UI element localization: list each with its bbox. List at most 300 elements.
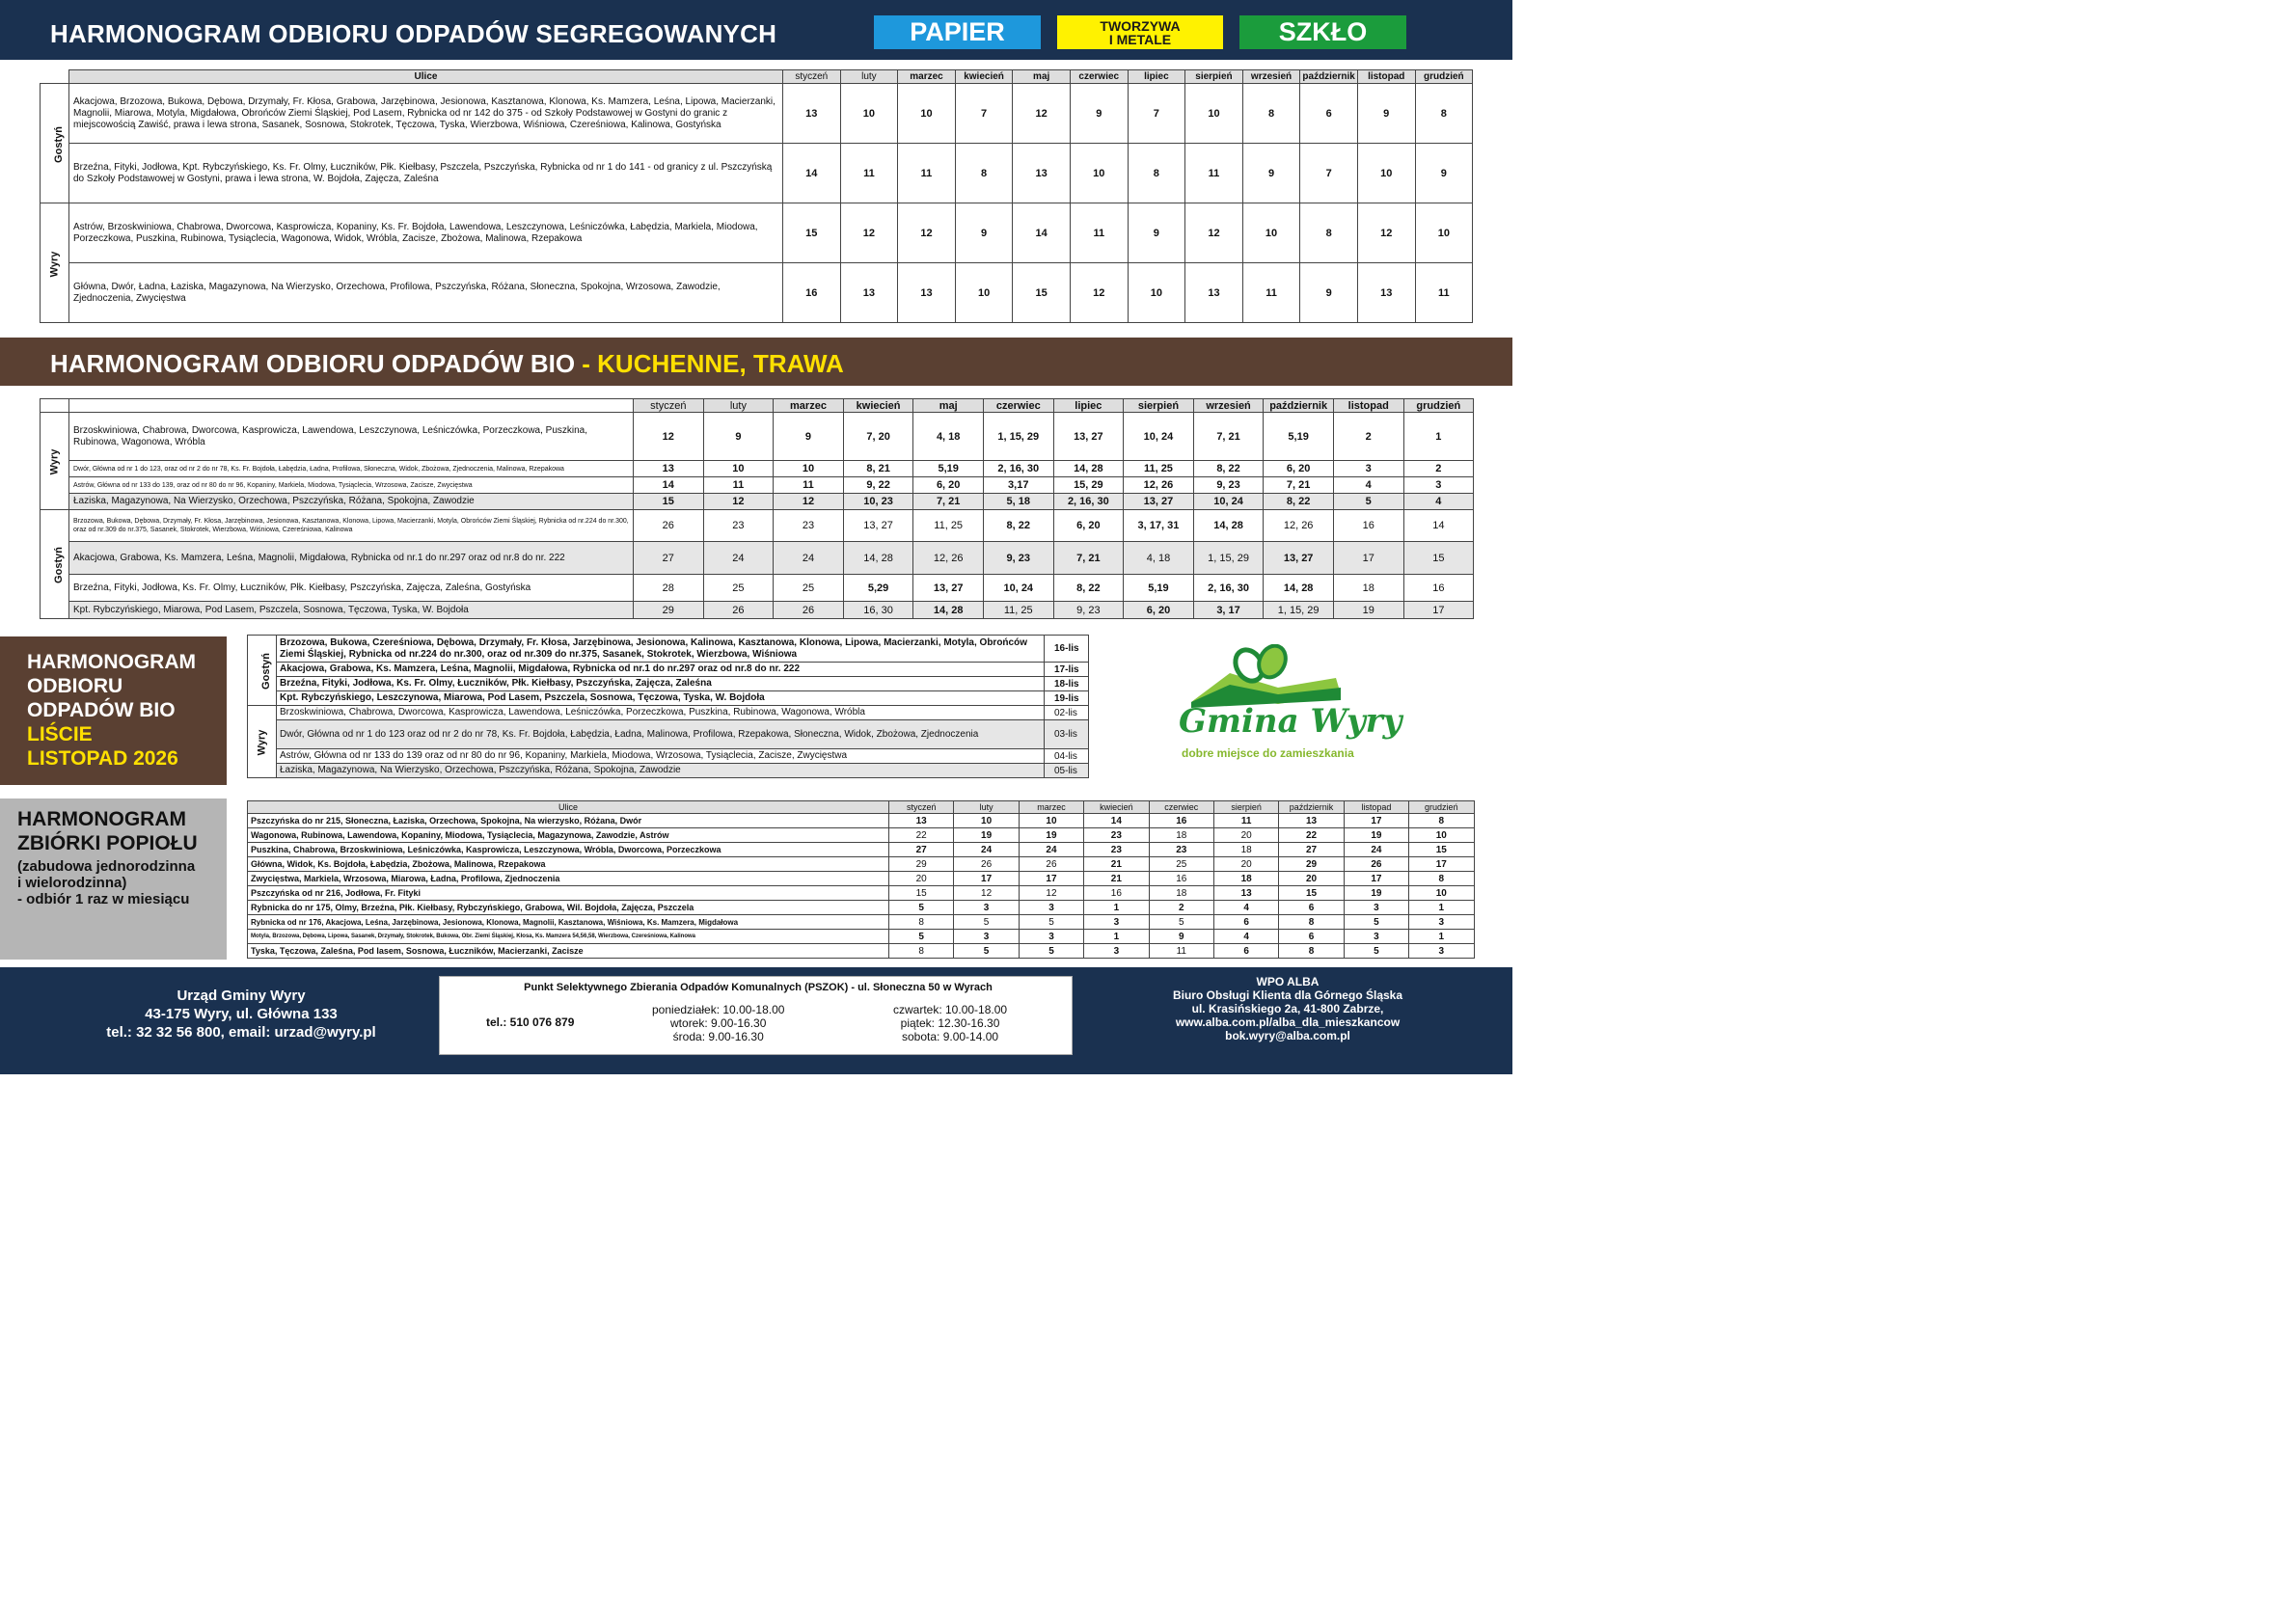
date-cell: 26: [954, 857, 1019, 872]
date-cell: 5: [1344, 915, 1408, 930]
month-header: grudzień: [1409, 801, 1474, 814]
date-cell: 9: [1149, 930, 1213, 944]
date-cell: 20: [1213, 828, 1278, 843]
month-header: październik: [1264, 399, 1334, 413]
date-cell: 19: [1019, 828, 1083, 843]
alba-contact: [1100, 975, 1476, 1042]
month-header: luty: [840, 70, 898, 84]
streets-cell: Akacjowa, Grabowa, Ks. Mamzera, Leśna, Magnolii, Migdałowa, Rybnicka od nr.1 do nr.297 oraz od nr.8 do nr. 222: [69, 542, 634, 575]
date-cell: 3: [1084, 915, 1149, 930]
date-cell: 6: [1279, 901, 1344, 915]
date-cell: 22: [889, 828, 954, 843]
header-corner: [41, 70, 69, 84]
category-papier: PAPIER: [874, 15, 1041, 49]
leaves-schedule-table: [247, 635, 1089, 778]
ash-box-subtitle: i wielorodzinna): [17, 875, 127, 891]
month-header: styczeń: [889, 801, 954, 814]
date-cell: 12: [1013, 84, 1071, 144]
date-cell: 4: [1403, 494, 1474, 510]
date-cell: 6, 20: [1124, 602, 1194, 619]
date-cell: 11: [898, 144, 956, 203]
date-cell: 14, 28: [1053, 461, 1124, 477]
date-cell: 11: [1149, 944, 1213, 959]
date-cell: 17: [1344, 872, 1408, 886]
date-cell: 8: [1279, 944, 1344, 959]
date-cell: 5: [889, 901, 954, 915]
date-cell: 16: [1403, 575, 1474, 602]
month-header: lipiec: [1128, 70, 1185, 84]
month-header: luty: [703, 399, 774, 413]
district-label-cell: [248, 706, 277, 778]
date-cell: 8, 22: [1053, 575, 1124, 602]
date-cell: 24: [1019, 843, 1083, 857]
date-cell: 7: [955, 84, 1013, 144]
table-row: [41, 203, 1473, 263]
segregated-schedule-table: [40, 69, 1473, 323]
date-cell: 10: [840, 84, 898, 144]
date-cell: 7: [1300, 144, 1358, 203]
table-row: [41, 461, 1474, 477]
date-cell: 15: [889, 886, 954, 901]
date-cell: 13: [1213, 886, 1278, 901]
ash-box-subtitle: (zabudowa jednorodzinna: [17, 858, 196, 875]
date-cell: 6: [1279, 930, 1344, 944]
streets-header: Ulice: [248, 801, 889, 814]
date-cell: 16, 30: [843, 602, 913, 619]
date-cell: 10, 24: [1124, 413, 1194, 461]
date-cell: 16-lis: [1045, 636, 1089, 663]
alba-email: bok.wyry@alba.com.pl: [1225, 1029, 1350, 1042]
month-header: styczeń: [634, 399, 704, 413]
date-cell: 10: [1409, 886, 1474, 901]
date-cell: 1: [1084, 930, 1149, 944]
pszok-phone: tel.: 510 076 879: [486, 1015, 575, 1029]
date-cell: 8: [889, 944, 954, 959]
date-cell: 6: [1213, 944, 1278, 959]
date-cell: 4, 18: [913, 413, 984, 461]
hours-monday: poniedziałek: 10.00-18.00: [652, 1003, 785, 1016]
date-cell: 14, 28: [913, 602, 984, 619]
date-cell: 19: [1333, 602, 1403, 619]
date-cell: 8, 22: [1193, 461, 1264, 477]
date-cell: 13: [1279, 814, 1344, 828]
date-cell: 11: [703, 477, 774, 494]
date-cell: 8, 22: [1264, 494, 1334, 510]
month-header: maj: [1013, 70, 1071, 84]
date-cell: 8: [1300, 203, 1358, 263]
date-cell: 25: [703, 575, 774, 602]
month-header: maj: [913, 399, 984, 413]
date-cell: 1, 15, 29: [983, 413, 1053, 461]
table-row: [248, 720, 1089, 749]
date-cell: 13: [783, 84, 841, 144]
date-cell: 17-lis: [1045, 663, 1089, 677]
date-cell: 6, 20: [1264, 461, 1334, 477]
district-label-cell: [248, 636, 277, 706]
date-cell: 10: [1128, 263, 1185, 323]
date-cell: 8, 21: [843, 461, 913, 477]
date-cell: 5,19: [1264, 413, 1334, 461]
pszok-hours-right: [893, 1003, 1007, 1043]
date-cell: 9: [1415, 144, 1473, 203]
district-label: Gostyń: [52, 547, 65, 583]
date-cell: 2, 16, 30: [983, 461, 1053, 477]
date-cell: 24: [954, 843, 1019, 857]
date-cell: 13: [634, 461, 704, 477]
bio-title-main: HARMONOGRAM ODBIORU ODPADÓW BIO: [50, 349, 576, 378]
date-cell: 12: [954, 886, 1019, 901]
streets-cell: Brzeźna, Fityki, Jodłowa, Ks. Fr. Olmy, Łuczników, Płk. Kiełbasy, Pszczyńska, Zajęcza, Zaleśna, Gostyńska: [69, 575, 634, 602]
date-cell: 1, 15, 29: [1193, 542, 1264, 575]
district-label-cell: [41, 84, 69, 203]
office-name: Urząd Gminy Wyry: [177, 988, 306, 1004]
date-cell: 5: [1344, 944, 1408, 959]
date-cell: 22: [1279, 828, 1344, 843]
date-cell: 11: [1415, 263, 1473, 323]
date-cell: 17: [954, 872, 1019, 886]
date-cell: 9: [774, 413, 844, 461]
date-cell: 12: [774, 494, 844, 510]
table-row: [41, 413, 1474, 461]
ash-box-title: ZBIÓRKI POPIOŁU: [17, 832, 198, 854]
streets-cell: Astrów, Główna od nr 133 do 139, oraz od nr 80 do nr 96, Kopaniny, Markiela, Miodowa, Tysiąclecia, Wrzosowa, Zacisze, Zwycięstwa: [69, 477, 634, 494]
date-cell: 19-lis: [1045, 691, 1089, 706]
date-cell: 14: [1403, 510, 1474, 542]
pszok-hours-left: [652, 1003, 784, 1043]
table-row: [41, 575, 1474, 602]
streets-cell: Astrów, Brzoskwiniowa, Chabrowa, Dworcowa, Kasprowicza, Kopaniny, Ks. Fr. Bojdoła, Lawendowa, Leszczynowa, Leśniczówka, Łabędzia, Markiela, Miodowa, Porzeczkowa, Puszkina, Rubinowa, Tysiąclecia, Wagonowa, Widok, Wróbla, Zacisze, Zbożowa, Malinowa, Rzepakowa: [69, 203, 783, 263]
month-header: czerwiec: [1070, 70, 1128, 84]
date-cell: 9: [1357, 84, 1415, 144]
date-cell: 10: [898, 84, 956, 144]
date-cell: 26: [1019, 857, 1083, 872]
date-cell: 8: [955, 144, 1013, 203]
date-cell: 12: [1070, 263, 1128, 323]
streets-cell: Łaziska, Magazynowa, Na Wierzysko, Orzechowa, Pszczyńska, Różana, Spokojna, Zawodzie: [277, 764, 1045, 778]
date-cell: 5,29: [843, 575, 913, 602]
date-cell: 12, 26: [1264, 510, 1334, 542]
page-title: HARMONOGRAM ODBIORU ODPADÓW SEGREGOWANYCH: [50, 19, 777, 48]
date-cell: 5: [1333, 494, 1403, 510]
date-cell: 29: [1279, 857, 1344, 872]
office-phone-email: tel.: 32 32 56 800, email: urzad@wyry.pl: [106, 1024, 376, 1041]
streets-cell: Zwycięstwa, Markiela, Wrzosowa, Miarowa, Ładna, Profilowa, Zjednoczenia: [248, 872, 889, 886]
table-row: [248, 814, 1475, 828]
date-cell: 11: [1070, 203, 1128, 263]
date-cell: 12, 26: [913, 542, 984, 575]
date-cell: 3: [1409, 915, 1474, 930]
month-header: październik: [1279, 801, 1344, 814]
date-cell: 12: [898, 203, 956, 263]
date-cell: 14: [1013, 203, 1071, 263]
date-cell: 19: [1344, 886, 1408, 901]
date-cell: 6, 20: [913, 477, 984, 494]
table-row: [41, 510, 1474, 542]
date-cell: 8: [1409, 814, 1474, 828]
streets-cell: Brzeźna, Fityki, Jodłowa, Kpt. Rybczyńskiego, Ks. Fr. Olmy, Łuczników, Płk. Kiełbasy, Pszczela, Pszczyńska, Rybnicka od nr 1 do 141 - od granicy z ul. Pszczyńską do Szkoły Podstawowej w Gostyni, prawa i lewa strona, W. Bojdoła, Zajęcza, Zaleśna: [69, 144, 783, 203]
date-cell: 19: [1344, 828, 1408, 843]
ash-schedule-table: [247, 800, 1475, 959]
streets-cell: Motyla, Brzozowa, Dębowa, Lipowa, Sasanek, Drzymały, Stokrotek, Bukowa, Obr. Ziemi Śląskiej, Kłosa, Ks. Mamzera 54,56,58, Wierzbowa, Czereśniowa, Kalinowa: [248, 930, 889, 944]
date-cell: 8, 22: [983, 510, 1053, 542]
category-tworzywa-line2: I METALE: [1108, 31, 1172, 47]
date-cell: 13: [1357, 263, 1415, 323]
date-cell: 14, 28: [1193, 510, 1264, 542]
date-cell: 12: [703, 494, 774, 510]
date-cell: 18: [1333, 575, 1403, 602]
date-cell: 12: [1019, 886, 1083, 901]
month-header: grudzień: [1403, 399, 1474, 413]
table-header-row: [248, 801, 1475, 814]
date-cell: 23: [703, 510, 774, 542]
date-cell: 14, 28: [1264, 575, 1334, 602]
table-row: [41, 477, 1474, 494]
category-tworzywa: [1057, 15, 1223, 49]
date-cell: 16: [1149, 814, 1213, 828]
date-cell: 17: [1344, 814, 1408, 828]
month-header: czerwiec: [1149, 801, 1213, 814]
date-cell: 9: [1128, 203, 1185, 263]
streets-cell: Brzeźna, Fityki, Jodłowa, Ks. Fr. Olmy, Łuczników, Płk. Kiełbasy, Pszczyńska, Zajęcza, Zaleśna: [277, 677, 1045, 691]
date-cell: 5: [889, 930, 954, 944]
streets-cell: Brzozowa, Bukowa, Dębowa, Drzymały, Fr. Kłosa, Jarzębinowa, Jesionowa, Kasztanowa, Klonowa, Lipowa, Macierzanki, Motyla, Obrońców Ziemi Śląskiej, Rybnicka od nr.224 do nr.300, oraz od nr.309 do nr.375, Sasanek, Stokrotek, Wierzbowa, Wiśniowa, Czereśniowa, Kalinowa: [69, 510, 634, 542]
hours-tuesday: wtorek: 9.00-16.30: [670, 1016, 767, 1030]
date-cell: 3: [1403, 477, 1474, 494]
date-cell: 3: [1019, 901, 1083, 915]
table-row: [248, 857, 1475, 872]
date-cell: 1: [1403, 413, 1474, 461]
date-cell: 4, 18: [1124, 542, 1194, 575]
date-cell: 3: [1333, 461, 1403, 477]
district-label: Gostyń: [259, 653, 272, 690]
date-cell: 17: [1019, 872, 1083, 886]
date-cell: 3: [954, 930, 1019, 944]
streets-cell: Brzoskwiniowa, Chabrowa, Dworcowa, Kasprowicza, Lawendowa, Leszczynowa, Leśniczówka, Porzeczkowa, Puszkina, Rubinowa, Wagonowa, Wróbla: [69, 413, 634, 461]
streets-cell: Tyska, Tęczowa, Zaleśna, Pod lasem, Sosnowa, Łuczników, Macierzanki, Zacisze: [248, 944, 889, 959]
date-cell: 1: [1409, 930, 1474, 944]
date-cell: 27: [634, 542, 704, 575]
leaves-box-line: LISTOPAD 2026: [27, 747, 178, 770]
leaves-box-line: ODPADÓW BIO: [27, 699, 176, 721]
date-cell: 14: [1084, 814, 1149, 828]
table-header-row: [41, 399, 1474, 413]
leaves-info-box: [0, 636, 227, 785]
date-cell: 10: [1357, 144, 1415, 203]
date-cell: 8: [1128, 144, 1185, 203]
month-header: lipiec: [1053, 399, 1124, 413]
date-cell: 13, 27: [843, 510, 913, 542]
table-row: [41, 542, 1474, 575]
streets-cell: Pszczyńska do nr 215, Słoneczna, Łaziska, Orzechowa, Spokojna, Na wierzysko, Różana, Dwór: [248, 814, 889, 828]
date-cell: 13: [889, 814, 954, 828]
streets-cell: Wagonowa, Rubinowa, Lawendowa, Kopaniny, Miodowa, Tysiąclecia, Magazynowa, Zawodzie, Astrów: [248, 828, 889, 843]
hours-wednesday: środa: 9.00-16.30: [672, 1030, 764, 1043]
date-cell: 16: [783, 263, 841, 323]
hours-thursday: czwartek: 10.00-18.00: [893, 1003, 1008, 1016]
date-cell: 2, 16, 30: [1193, 575, 1264, 602]
date-cell: 15: [634, 494, 704, 510]
date-cell: 16: [1333, 510, 1403, 542]
bio-schedule-table: [40, 398, 1474, 619]
date-cell: 10: [1185, 84, 1243, 144]
district-label-cell: [41, 413, 69, 510]
date-cell: 9: [703, 413, 774, 461]
date-cell: 23: [1149, 843, 1213, 857]
date-cell: 8: [1409, 872, 1474, 886]
date-cell: 3, 17, 31: [1124, 510, 1194, 542]
date-cell: 10, 24: [1193, 494, 1264, 510]
date-cell: 10: [1242, 203, 1300, 263]
streets-cell: Akacjowa, Brzozowa, Bukowa, Dębowa, Drzymały, Fr. Kłosa, Grabowa, Jarzębinowa, Jesionowa, Kasztanowa, Klonowa, Ks. Mamzera, Leśna, Lipowa, Macierzanki, Magnolii, Miarowa, Motyla, Migdałowa, Obrońców Ziemi Śląskiej, Pod Lasem, Rybnicka od nr 142 do 375 - od Szkoły Podstawowej w Gostyni do granic z miejscowością Zawiść, prawa i lewa strona, Sasanek, Sosnowa, Stokrotek, Tęczowa, Tyska, Wierzbowa, Wiśniowa, Czereśniowa, Kalinowa, Gostyńska: [69, 84, 783, 144]
date-cell: 21: [1084, 857, 1149, 872]
streets-cell: Brzoskwiniowa, Chabrowa, Dworcowa, Kasprowicza, Lawendowa, Leśniczówka, Porzeczkowa, Puszkina, Rubinowa, Wagonowa, Wróbla: [277, 706, 1045, 720]
month-header: styczeń: [783, 70, 841, 84]
month-header: kwiecień: [1084, 801, 1149, 814]
table-row: [248, 764, 1089, 778]
category-tworzywa-line1: TWORZYWA: [1100, 17, 1181, 34]
table-row: [248, 828, 1475, 843]
date-cell: 18: [1149, 828, 1213, 843]
pszok-box: [439, 976, 1073, 1055]
date-cell: 15: [1409, 843, 1474, 857]
date-cell: 5: [954, 915, 1019, 930]
office-address: 43-175 Wyry, ul. Główna 133: [145, 1006, 338, 1022]
date-cell: 1, 15, 29: [1264, 602, 1334, 619]
date-cell: 20: [1279, 872, 1344, 886]
leaves-box-line: ODBIORU: [27, 675, 123, 697]
date-cell: 27: [1279, 843, 1344, 857]
date-cell: 13, 27: [1264, 542, 1334, 575]
date-cell: 25: [774, 575, 844, 602]
streets-cell: Rybnicka do nr 175, Olmy, Brzeźna, Płk. Kiełbasy, Rybczyńskiego, Grabowa, Wil. Bojdoła, Zajęcza, Pszczela: [248, 901, 889, 915]
table-row: [248, 749, 1089, 764]
date-cell: 9, 23: [1193, 477, 1264, 494]
date-cell: 19: [954, 828, 1019, 843]
date-cell: 27: [889, 843, 954, 857]
date-cell: 3: [1084, 944, 1149, 959]
date-cell: 15, 29: [1053, 477, 1124, 494]
date-cell: 13, 27: [1124, 494, 1194, 510]
date-cell: 12, 26: [1124, 477, 1194, 494]
logo-slogan: dobre miejsce do zamieszkania: [1182, 746, 1354, 760]
table-row: [41, 494, 1474, 510]
date-cell: 14: [634, 477, 704, 494]
bio-title-accent: - KUCHENNE, TRAWA: [575, 349, 844, 378]
date-cell: 25: [1149, 857, 1213, 872]
date-cell: 11: [1242, 263, 1300, 323]
date-cell: 02-lis: [1045, 706, 1089, 720]
month-header: sierpień: [1124, 399, 1194, 413]
date-cell: 23: [774, 510, 844, 542]
month-header: sierpień: [1185, 70, 1243, 84]
date-cell: 3: [1019, 930, 1083, 944]
district-label-cell: [41, 510, 69, 619]
date-cell: 15: [1013, 263, 1071, 323]
bio-title: [50, 349, 844, 379]
date-cell: 4: [1333, 477, 1403, 494]
date-cell: 3: [1344, 901, 1408, 915]
date-cell: 10: [1409, 828, 1474, 843]
header-band: [0, 0, 1512, 60]
date-cell: 4: [1213, 901, 1278, 915]
date-cell: 5, 18: [983, 494, 1053, 510]
date-cell: 1: [1409, 901, 1474, 915]
month-header: listopad: [1357, 70, 1415, 84]
date-cell: 11: [840, 144, 898, 203]
date-cell: 7, 21: [913, 494, 984, 510]
streets-cell: Kpt. Rybczyńskiego, Miarowa, Pod Lasem, Pszczela, Sosnowa, Tęczowa, Tyska, W. Bojdoła: [69, 602, 634, 619]
streets-cell: Główna, Widok, Ks. Bojdoła, Łabędzia, Zbożowa, Malinowa, Rzepakowa: [248, 857, 889, 872]
table-row: [41, 144, 1473, 203]
streets-cell: Dwór, Główna od nr 1 do 123, oraz od nr 2 do nr 78, Ks. Fr. Bojdoła, Łabędzia, Ładna, Profilowa, Słoneczna, Widok, Zbożowa, Zjednoczenia, Malinowa, Rzepakowa: [69, 461, 634, 477]
month-header: październik: [1300, 70, 1358, 84]
alba-office: Biuro Obsługi Klienta dla Górnego Śląska: [1172, 988, 1403, 1002]
ash-box-subtitle: - odbiór 1 raz w miesiącu: [17, 891, 190, 907]
header-corner: [69, 399, 634, 413]
district-label: Wyry: [256, 729, 268, 756]
month-header: kwiecień: [955, 70, 1013, 84]
date-cell: 10: [954, 814, 1019, 828]
date-cell: 17: [1403, 602, 1474, 619]
table-row: [248, 886, 1475, 901]
month-header: listopad: [1333, 399, 1403, 413]
date-cell: 23: [1084, 828, 1149, 843]
date-cell: 5,19: [913, 461, 984, 477]
date-cell: 1: [1084, 901, 1149, 915]
date-cell: 12: [840, 203, 898, 263]
date-cell: 12: [1357, 203, 1415, 263]
table-row: [248, 901, 1475, 915]
table-row: [248, 944, 1475, 959]
streets-cell: Dwór, Główna od nr 1 do 123 oraz od nr 2 do nr 78, Ks. Fr. Bojdoła, Łabędzia, Ładna, Malinowa, Profilowa, Rzepakowa, Słoneczna, Widok, Zbożowa, Zjednoczenia: [277, 720, 1045, 749]
leaves-box-line: HARMONOGRAM: [27, 651, 196, 673]
month-header: wrzesień: [1242, 70, 1300, 84]
date-cell: 7, 20: [843, 413, 913, 461]
date-cell: 9: [955, 203, 1013, 263]
logo-name: Gmina Wyry: [1179, 702, 1402, 741]
date-cell: 10: [1415, 203, 1473, 263]
date-cell: 9: [1242, 144, 1300, 203]
table-row: [248, 930, 1475, 944]
office-contact: [58, 987, 424, 1042]
date-cell: 3, 17: [1193, 602, 1264, 619]
hours-saturday: sobota: 9.00-14.00: [902, 1030, 999, 1043]
date-cell: 9, 22: [843, 477, 913, 494]
date-cell: 3,17: [983, 477, 1053, 494]
streets-cell: Pszczyńska od nr 216, Jodłowa, Fr. Fityki: [248, 886, 889, 901]
date-cell: 10: [955, 263, 1013, 323]
month-header: grudzień: [1415, 70, 1473, 84]
date-cell: 3: [1409, 944, 1474, 959]
table-row: [248, 677, 1089, 691]
date-cell: 14, 28: [843, 542, 913, 575]
table-header-row: [41, 70, 1473, 84]
table-row: [41, 263, 1473, 323]
date-cell: 5,19: [1124, 575, 1194, 602]
district-label: Wyry: [48, 251, 61, 277]
date-cell: 18-lis: [1045, 677, 1089, 691]
date-cell: 10: [774, 461, 844, 477]
date-cell: 8: [1415, 84, 1473, 144]
date-cell: 6, 20: [1053, 510, 1124, 542]
leaves-box-line: LIŚCIE: [27, 723, 93, 745]
date-cell: 24: [774, 542, 844, 575]
table-row: [248, 915, 1475, 930]
month-header: sierpień: [1213, 801, 1278, 814]
header-corner: [41, 399, 69, 413]
date-cell: 23: [1084, 843, 1149, 857]
date-cell: 11: [1213, 814, 1278, 828]
